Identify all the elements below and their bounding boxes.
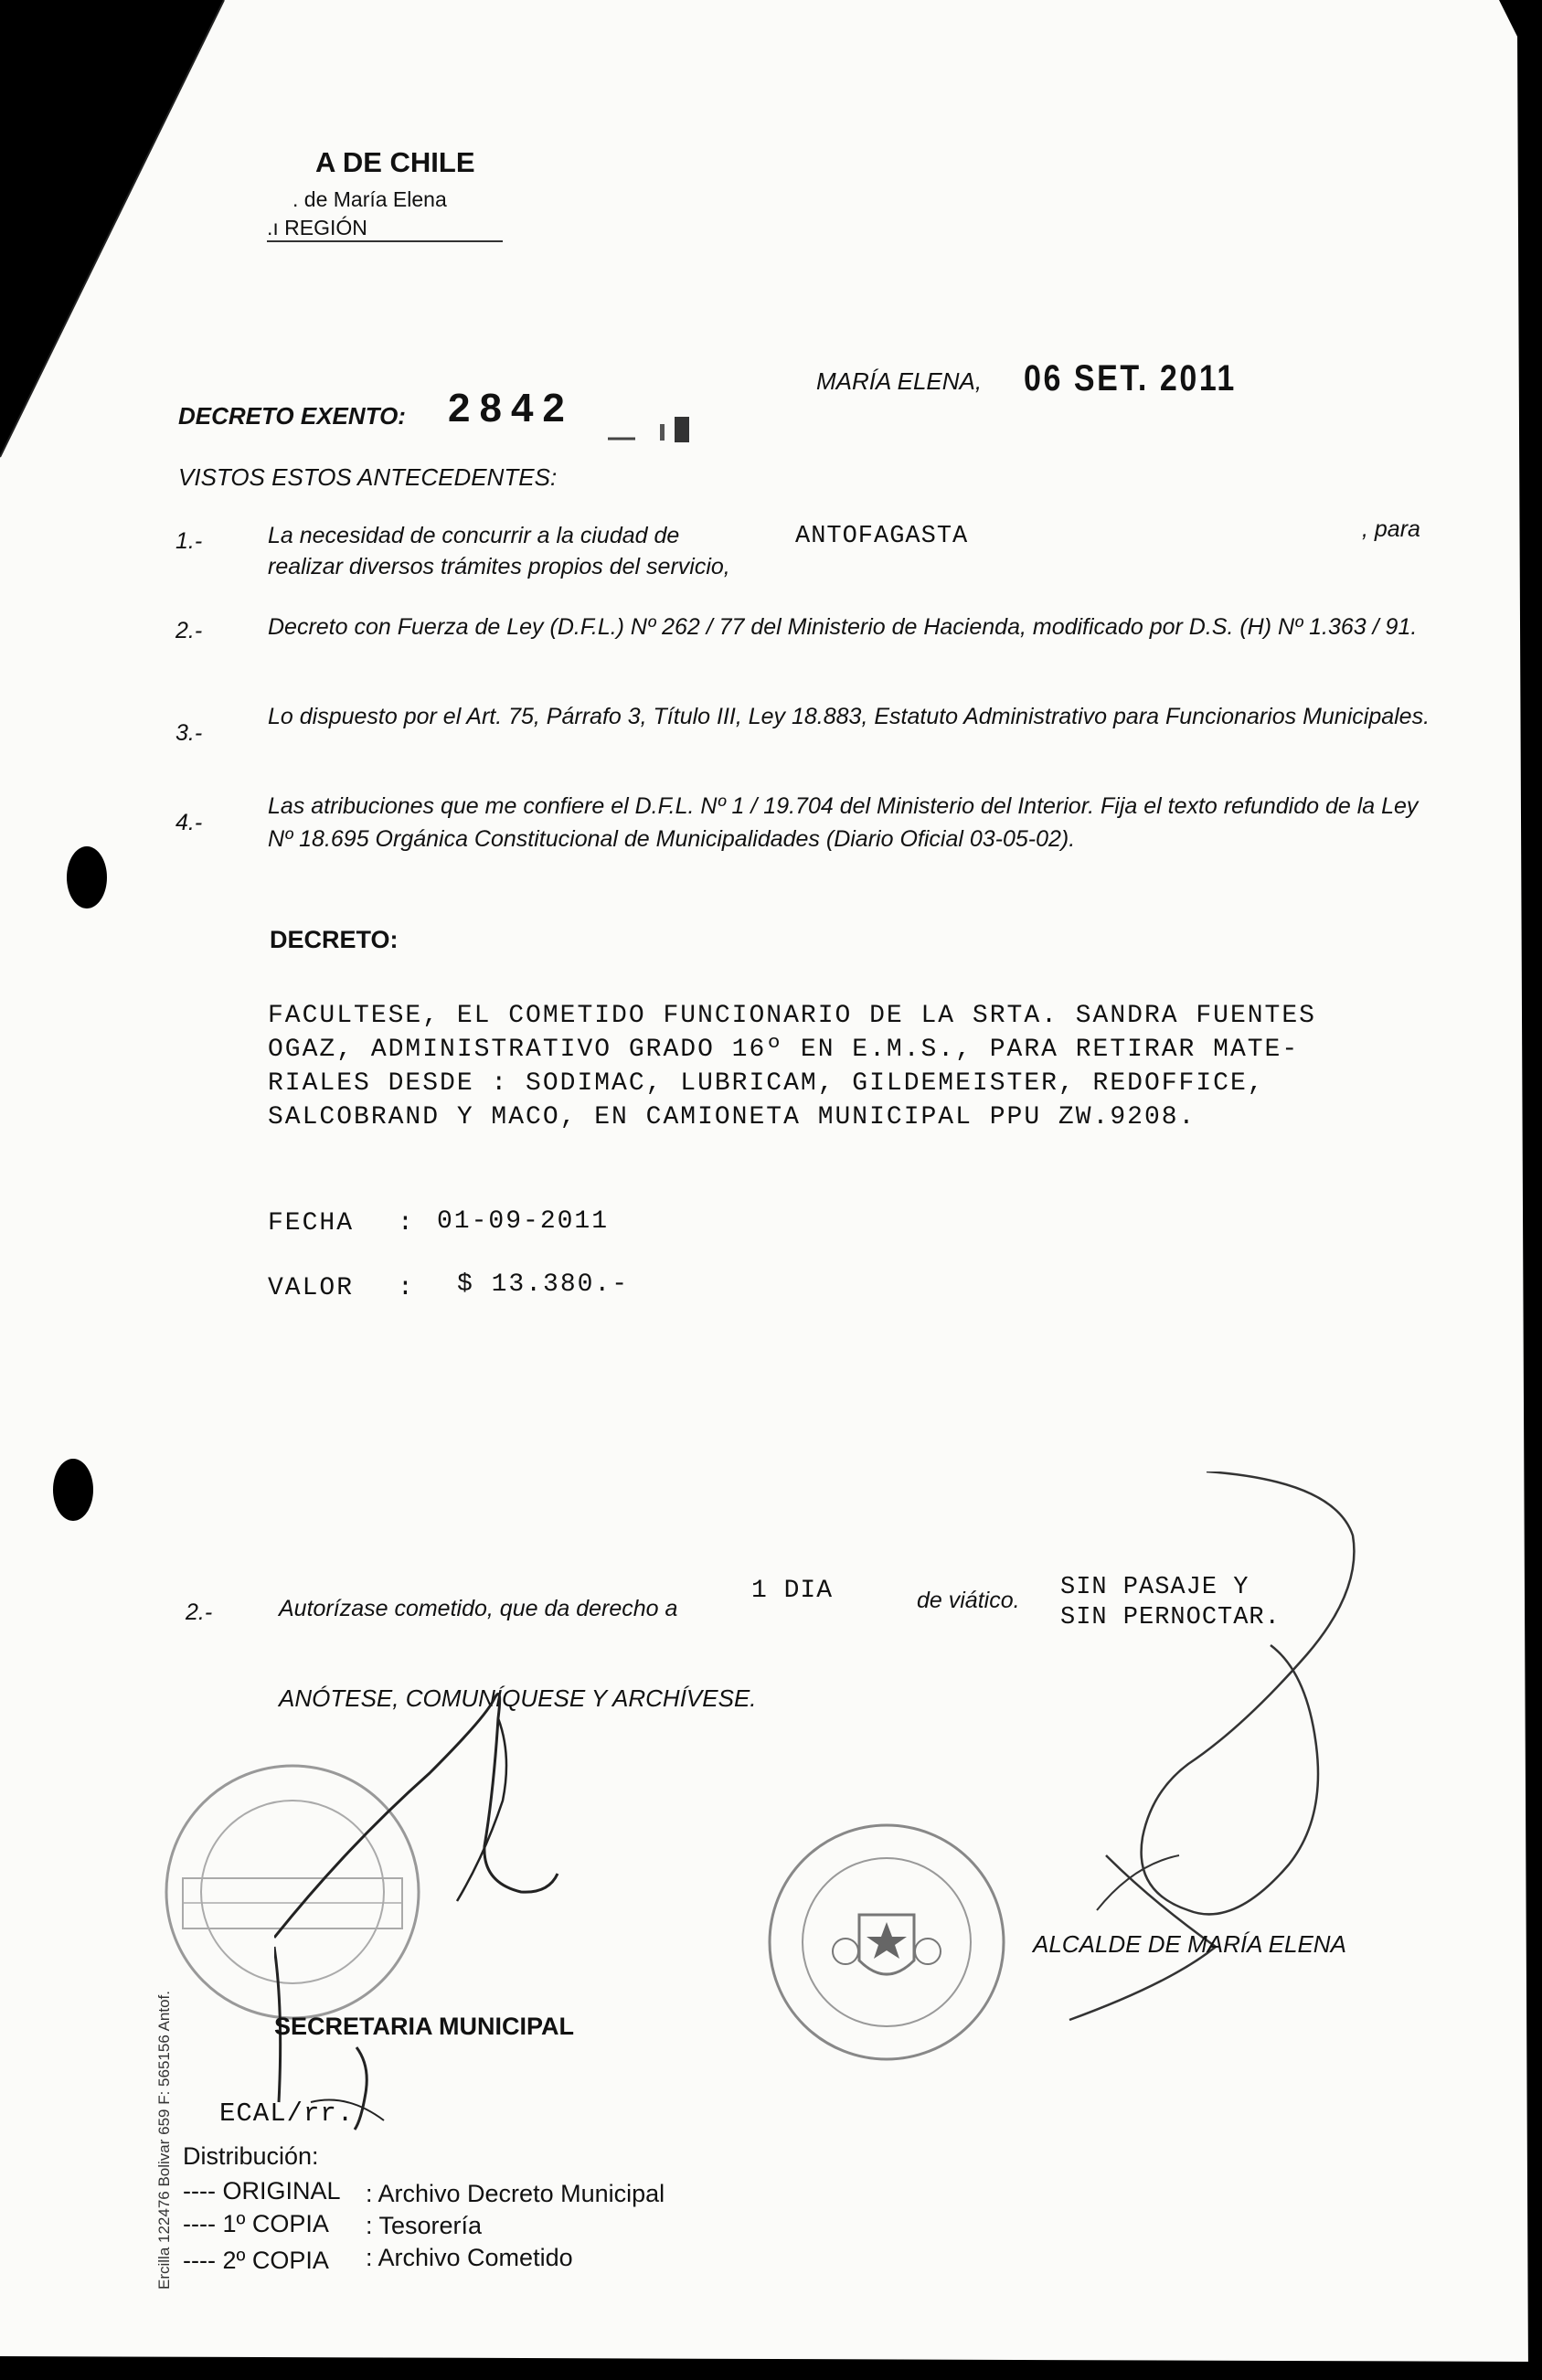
vistos-title: VISTOS ESTOS ANTECEDENTES:: [178, 463, 558, 491]
vistos-item-3-text: Lo dispuesto por el Art. 75, Párrafo 3, Título III, Ley 18.883, Estatuto Administrativo para Funcionarios Municipales.: [268, 704, 1430, 729]
item2-suffix: de viático.: [917, 1588, 1020, 1613]
printer-note: Ercilla 122476 Bolivar 659 F: 565156 Antof.: [155, 1991, 173, 2290]
header-region: .ı REGIÓN: [267, 216, 503, 242]
fecha-value: 01-09-2011: [437, 1207, 610, 1236]
mayor-title: ALCALDE DE MARÍA ELENA: [1033, 1930, 1346, 1958]
vistos-item-2-num: 2.-: [175, 618, 203, 643]
vistos-item-4-text: Las atribuciones que me confiere el D.F.L. Nº 1 / 19.704 del Ministerio del Interior. Fija el texto refundido de la Ley Nº 18.695 Orgánica Constitucional de Municipalidades (Diario Oficial 03-05-02).: [268, 793, 1419, 852]
place-label: MARÍA ELENA,: [816, 367, 983, 395]
decree-date-stamp: 06 SET. 2011: [1024, 358, 1237, 398]
decreto-body-line-2: OGAZ, ADMINISTRATIVO GRADO 16º EN E.M.S., PARA RETIRAR MATE-: [268, 1036, 1300, 1064]
decreto-body-line-4: SALCOBRAND Y MACO, EN CAMIONETA MUNICIPAL PPU ZW.9208.: [268, 1103, 1196, 1132]
valor-label: VALOR: [268, 1274, 355, 1302]
decree-type-label: DECRETO EXENTO:: [178, 402, 406, 430]
vistos-item-1-text-a: La necesidad de concurrir a la ciudad de: [268, 523, 680, 548]
vistos-item-4-num: 4.-: [175, 810, 203, 835]
vistos-item-2-text: Decreto con Fuerza de Ley (D.F.L.) Nº 262 / 77 del Ministerio de Hacienda, modificado por D.S. (H) Nº 1.363 / 91.: [268, 614, 1418, 640]
fecha-colon: :: [398, 1209, 415, 1238]
vistos-item-1-city: ANTOFAGASTA: [795, 523, 969, 550]
valor-value: $ 13.380.-: [457, 1270, 630, 1299]
distribution-copy-2: ---- 1º COPIA: [183, 2210, 329, 2237]
distribution-dest-3: : Archivo Cometido: [366, 2244, 573, 2271]
closing-text: ANÓTESE, COMUNÍQUESE Y ARCHÍVESE.: [279, 1684, 757, 1712]
stamp-fragment: [603, 411, 695, 452]
vistos-item-1-text-b: , para: [1362, 516, 1420, 542]
decreto-title: DECRETO:: [270, 926, 399, 953]
item2-days: 1 DIA: [751, 1577, 834, 1605]
initials: ECAL/rr.: [219, 2098, 355, 2129]
secretary-signature: [274, 1663, 686, 2139]
distribution-dest-2: : Tesorería: [366, 2212, 483, 2239]
decreto-body-line-3: RIALES DESDE : SODIMAC, LUBRICAM, GILDEMEISTER, REDOFFICE,: [268, 1069, 1265, 1098]
decree-number: 2842: [448, 386, 574, 430]
distribution-dest-1: : Archivo Decreto Municipal: [366, 2180, 665, 2207]
vistos-item-1-text-c: realizar diversos trámites propios del servicio,: [268, 554, 730, 579]
distribution-copy-3: ---- 2º COPIA: [183, 2247, 329, 2274]
item2-note-2: SIN PERNOCTAR.: [1060, 1604, 1281, 1631]
fecha-label: FECHA: [268, 1209, 355, 1238]
vistos-item-1-num: 1.-: [175, 528, 203, 554]
header-municipality: . de María Elena: [292, 187, 447, 211]
vistos-item-3-num: 3.-: [175, 720, 203, 746]
item2-text: Autorízase cometido, que da derecho a: [279, 1596, 678, 1621]
decreto-body-line-1: FACULTESE, EL COMETIDO FUNCIONARIO DE LA SRTA. SANDRA FUENTES: [268, 1002, 1316, 1030]
distribution-title: Distribución:: [183, 2142, 319, 2170]
item2-num: 2.-: [186, 1599, 213, 1625]
valor-colon: :: [398, 1274, 415, 1302]
secretary-title: SECRETARIA MUNICIPAL: [274, 2013, 574, 2040]
item2-note-1: SIN PASAJE Y: [1060, 1574, 1250, 1601]
distribution-copy-1: ---- ORIGINAL: [183, 2177, 341, 2205]
header-org: A DE CHILE: [315, 146, 475, 178]
